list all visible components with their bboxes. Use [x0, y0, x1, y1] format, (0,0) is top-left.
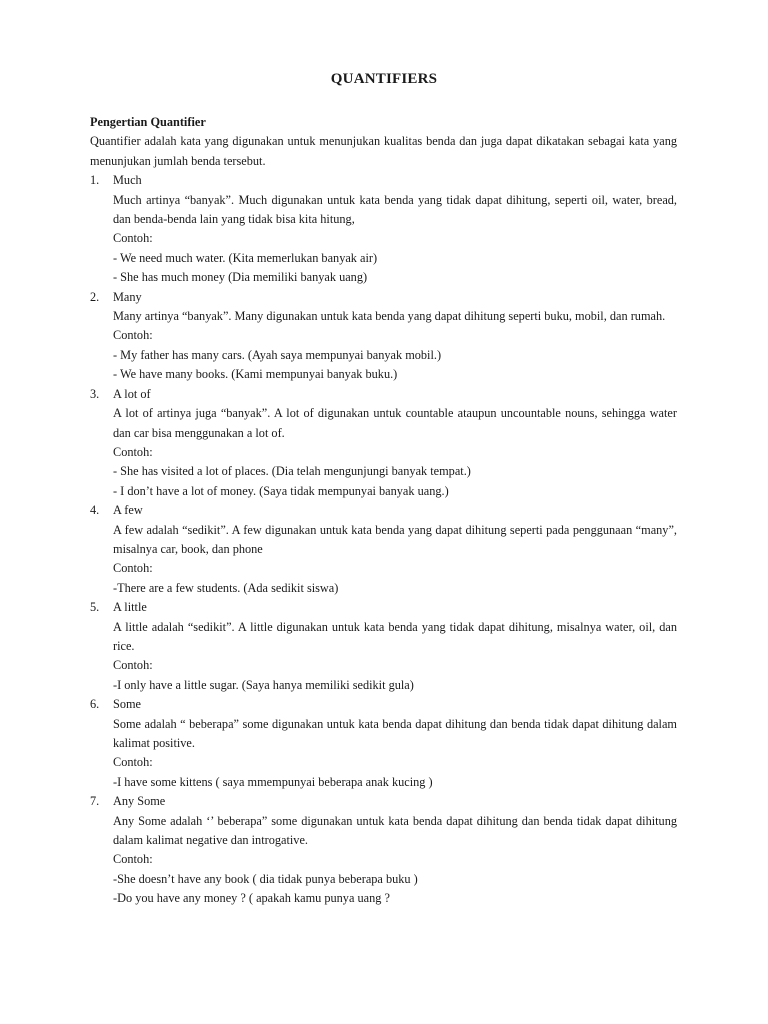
list-item-many [90, 288, 677, 385]
item-description: Much artinya “banyak”. Much digunakan untuk kata benda yang tidak dapat dihitung, seperti oil, water, bread, dan benda-benda lain yang tidak bisa kita hitung, [113, 192, 677, 227]
item-number: 2. [90, 289, 100, 304]
item-description: Some adalah “ beberapa” some digunakan untuk kata benda dapat dihitung dan benda tidak dapat dihitung dalam kalimat positive. [113, 716, 677, 750]
item-title: Much [113, 173, 142, 188]
contoh-label: Contoh: [113, 444, 153, 459]
contoh-label: Contoh: [113, 231, 153, 246]
item-number: 7. [90, 794, 100, 809]
section-heading: Pengertian Quantifier [90, 115, 206, 129]
item-description: Any Some adalah ‘’ beberapa” some digunakan untuk kata benda dapat dihitung dan benda tidak dapat dihitung dalam kalimat negative dan introgative. [113, 813, 677, 848]
item-number: 3. [90, 386, 100, 401]
document-body [90, 113, 677, 909]
contoh-label: Contoh: [113, 561, 153, 576]
item-number: 4. [90, 503, 100, 518]
example-sentence: -Do you have any money ? ( apakah kamu punya uang ? [113, 891, 390, 906]
item-title: A few [113, 503, 143, 518]
item-title: A little [113, 600, 147, 615]
example-sentence: -She doesn’t have any book ( dia tidak punya beberapa buku ) [113, 871, 418, 886]
contoh-label: Contoh: [113, 328, 153, 343]
example-sentence: - We need much water. (Kita memerlukan banyak air) [113, 250, 378, 265]
list-item-a-little [90, 598, 677, 695]
item-description: A lot of artinya juga “banyak”. A lot of digunakan untuk countable ataupun uncountable nouns, sehingga water dan car bisa menggunakan a lot of. [113, 406, 677, 440]
contoh-label: Contoh: [113, 852, 153, 867]
example-sentence: -There are a few students. (Ada sedikit siswa) [113, 580, 339, 595]
item-title: Any Some [113, 794, 166, 809]
list-item-a-lot-of [90, 385, 677, 501]
example-sentence: - She has visited a lot of places. (Dia telah mengunjungi banyak tempat.) [113, 464, 471, 479]
list-item-any-some [90, 792, 677, 908]
contoh-label: Contoh: [113, 755, 153, 770]
item-title: A lot of [113, 386, 151, 401]
item-title: Some [113, 697, 142, 712]
example-sentence: -I only have a little sugar. (Saya hanya memiliki sedikit gula) [113, 677, 414, 692]
item-description: A few adalah “sedikit”. A few digunakan untuk kata benda yang dapat dihitung seperti pada penggunaan “many”, misalnya car, book, dan phone [113, 522, 677, 556]
item-title: Many [113, 289, 142, 304]
example-sentence: - My father has many cars. (Ayah saya mempunyai banyak mobil.) [113, 347, 442, 362]
item-number: 5. [90, 600, 100, 615]
item-description: A little adalah “sedikit”. A little digunakan untuk kata benda yang tidak dapat dihitung, misalnya water, oil, dan rice. [113, 619, 677, 653]
item-description: Many artinya “banyak”. Many digunakan untuk kata benda yang dapat dihitung seperti buku, mobil, dan rumah. [113, 309, 666, 324]
list-item-a-few [90, 501, 677, 598]
intro-paragraph: Quantifier adalah kata yang digunakan untuk menunjukan kualitas benda dan juga dapat dikatakan sebagai kata yang menunjukan jumlah benda tersebut. [90, 134, 677, 168]
example-sentence: -I have some kittens ( saya mmempunyai beberapa anak kucing ) [113, 774, 433, 789]
item-number: 1. [90, 173, 100, 188]
list-item-some [90, 695, 677, 792]
quantifier-list [90, 171, 677, 908]
page-title: QUANTIFIERS [330, 71, 438, 87]
list-item-much [90, 171, 677, 287]
item-number: 6. [90, 697, 100, 712]
contoh-label: Contoh: [113, 658, 153, 673]
example-sentence: - We have many books. (Kami mempunyai banyak buku.) [113, 367, 398, 382]
example-sentence: - She has much money (Dia memiliki banyak uang) [113, 270, 368, 285]
example-sentence: - I don’t have a lot of money. (Saya tidak mempunyai banyak uang.) [113, 483, 449, 498]
